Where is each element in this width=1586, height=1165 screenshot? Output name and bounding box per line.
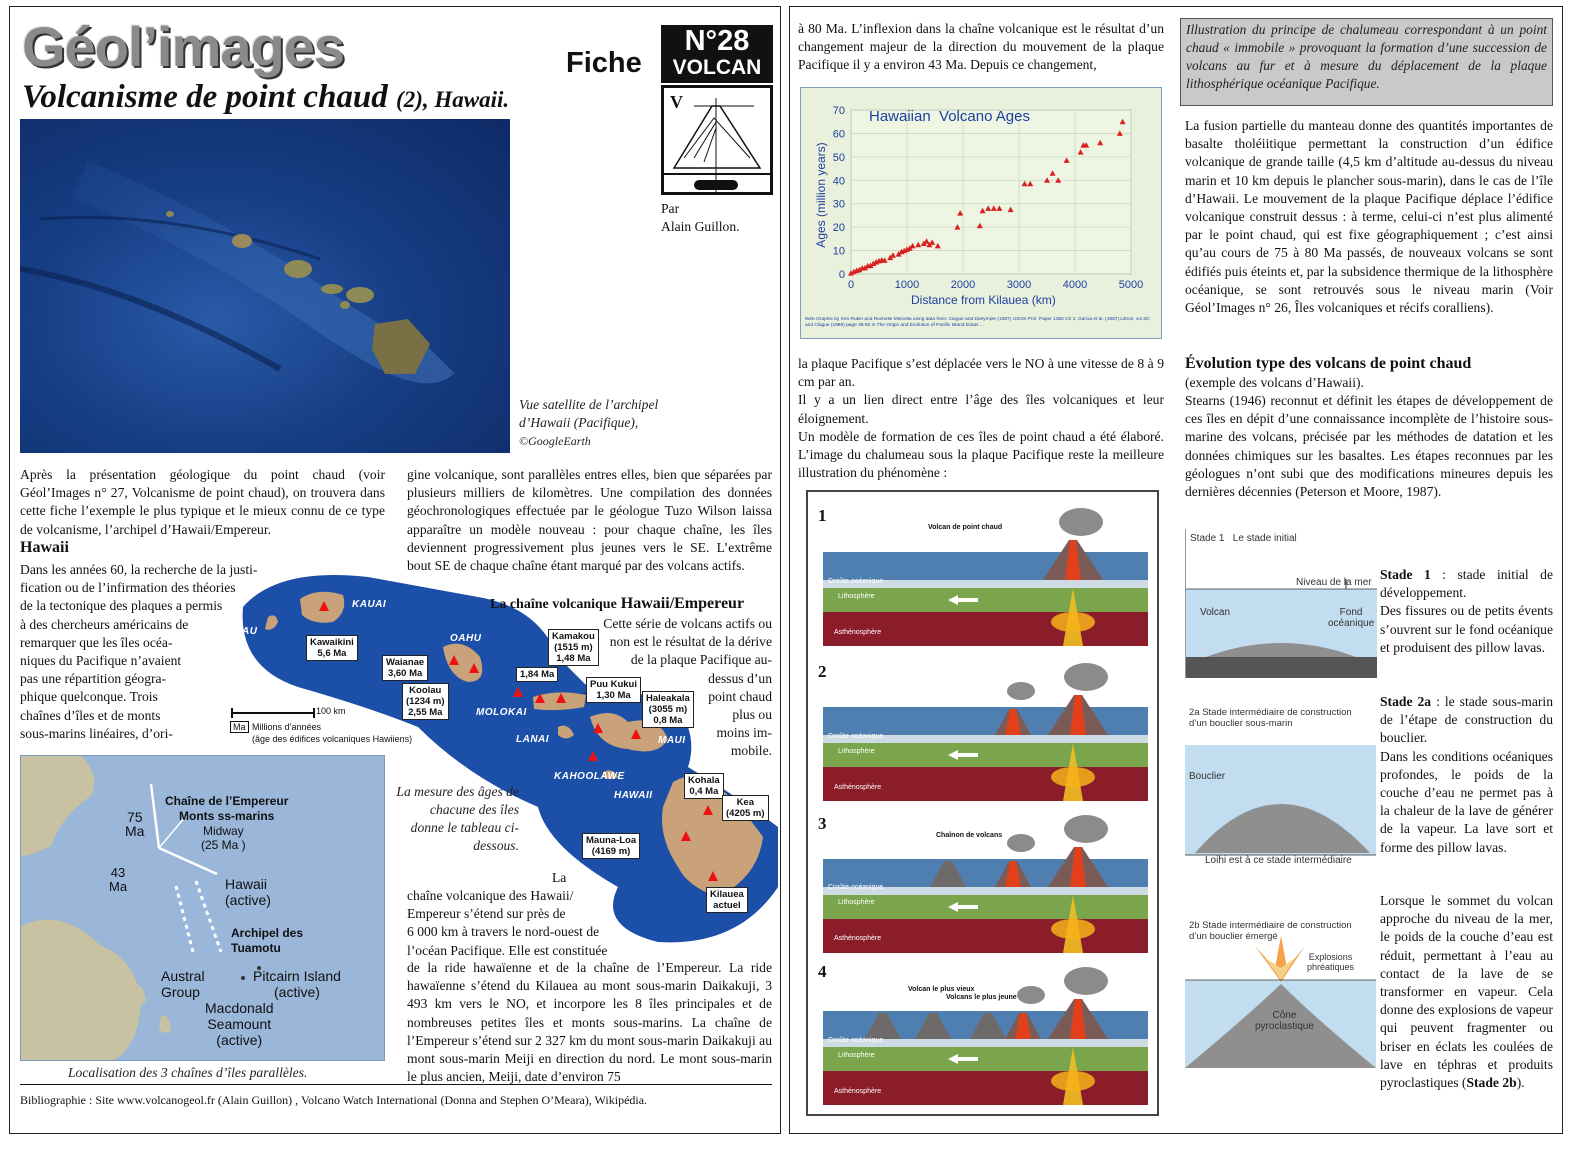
label-macdonald: Macdonald Seamount (active) bbox=[205, 1000, 274, 1048]
tag-koolau: Koolau (1234 m) 2,55 Ma bbox=[402, 683, 449, 720]
label-croute-4: Croûte océanique bbox=[828, 1037, 884, 1044]
intro-paragraph: Après la présentation géologique du point chaud (voir Géol’Images n° 27, Volcanisme de point chaud), on trouvera dans cette fiche l’exemple le plus typique et le mieux connu de ce type de volcanisme, l’archipel d’Hawaii/Empereur. bbox=[20, 467, 385, 537]
panel-number-1: 1 bbox=[818, 506, 827, 525]
hawaii-line: fication ou de l’infirmation des théories bbox=[20, 580, 236, 596]
stage1-desc: : stade initial de développement. bbox=[1380, 567, 1553, 601]
stage2a-desc-2: Dans les conditions océaniques profondes, le poids de la couche d’eau ne permet pas à la chaleur de la lave de générer de la vapeur. La lave sort et forme des pillow lavas. bbox=[1380, 748, 1553, 855]
stage1-volcan-label: Volcan bbox=[1200, 607, 1231, 618]
stage2a-text bbox=[1380, 693, 1553, 857]
island-label-hawaii: HAWAII bbox=[614, 790, 653, 801]
author-prefix: Par bbox=[661, 201, 680, 216]
tag-haleakala: Haleakala (3055 m) 0,8 Ma bbox=[642, 691, 694, 728]
p2-col1-mid bbox=[798, 355, 1164, 482]
satellite-caption-2: d’Hawaii (Pacifique), bbox=[519, 415, 639, 430]
stage1-sea-label: Niveau de la mer bbox=[1296, 577, 1372, 588]
hawaii-line: niques du Pacifique n’avaient bbox=[20, 653, 182, 669]
page-title bbox=[22, 79, 509, 116]
measure-caption: La mesure des âges de chacune des îles donne le tableau ci-dessous. bbox=[396, 784, 519, 853]
chain-text bbox=[592, 615, 772, 761]
section-smoke-cloud bbox=[1007, 834, 1035, 852]
tag-mauna-loa: Mauna-Loa (4169 m) bbox=[582, 833, 640, 859]
island-label-maui: MAUI bbox=[658, 735, 686, 746]
island-label-niihau: NIIHAU bbox=[220, 626, 258, 637]
chart-xtick-label: 5000 bbox=[1118, 279, 1144, 291]
label-litho-1: Lithosphère bbox=[838, 593, 875, 600]
label-litho-4: Lithosphère bbox=[838, 1052, 875, 1059]
col2-bottom-line: 6 000 km à travers le nord-ouest de bbox=[407, 924, 600, 940]
island-label-molokai: MOLOKAI bbox=[476, 707, 527, 718]
chain-line: non est le résultat de la dérive bbox=[609, 634, 772, 650]
label-astheno-1: Asthénosphère bbox=[834, 629, 882, 636]
hawaii-line: de la tectonique des plaques a permis bbox=[20, 598, 223, 614]
chart-ytick-label: 50 bbox=[832, 151, 845, 164]
label-75ma: 75 Ma bbox=[125, 809, 145, 839]
p2-mid-para: la plaque Pacifique s’est déplacée vers le NO à une vitesse de 8 à 9 cm par an. bbox=[798, 356, 1164, 390]
p2-mid-para: Un modèle de formation de ces îles de point chaud a été élaboré. L’image du chalumeau sous la plaque Pacifique reste la meilleure illustration du phénomène : bbox=[798, 428, 1164, 481]
stage2a-shapes bbox=[1185, 705, 1376, 868]
label-croute-2: Croûte océanique bbox=[828, 733, 884, 740]
scale-label: 100 km bbox=[316, 706, 346, 716]
stage2b-text bbox=[1380, 892, 1553, 1092]
bibliography-rule bbox=[20, 1084, 772, 1085]
stage1-text bbox=[1380, 566, 1553, 657]
label-emperor: Chaîne de l’Empereur Monts ss-marins bbox=[165, 794, 289, 823]
legend-text-1: Millions d’années bbox=[252, 722, 322, 732]
page-left bbox=[9, 6, 781, 1134]
volcano-ages-chart bbox=[800, 87, 1162, 339]
col2-bottom-small: La bbox=[552, 870, 567, 885]
bibliography: Bibliographie : Site www.volcanogeol.fr (Alain Guillon) , Volcano Watch International (Donna and Stephen O’Meara), Wikipédia. bbox=[20, 1093, 648, 1107]
label-midway: Midway (25 Ma ) bbox=[201, 824, 246, 852]
tag-waianae: Waianae 3,60 Ma bbox=[382, 655, 428, 681]
fiche-label: Fiche bbox=[566, 47, 642, 79]
section-smoke-cloud bbox=[1007, 682, 1035, 700]
chart-xlabel: Distance from Kilauea (km) bbox=[911, 293, 1056, 307]
chain-heading-big: Hawaii/Empereur bbox=[620, 595, 745, 612]
stage2a-bold: Stade 2a bbox=[1380, 694, 1432, 709]
stage2b-cone-label: Cône pyroclastique bbox=[1255, 1010, 1314, 1032]
tag-kea: Kea (4205 m) bbox=[722, 795, 769, 821]
hawaii-line: pas une répartition géogra- bbox=[20, 671, 167, 687]
hawaii-line: sous-marins linéaires, d’ori- bbox=[20, 725, 173, 741]
tag-kohala: Kohala 0,4 Ma bbox=[684, 773, 724, 799]
hawaii-line: Dans les années 60, la recherche de la justi- bbox=[20, 562, 258, 577]
section-magma-chamber bbox=[1051, 767, 1095, 787]
chart-xtick-label: 2000 bbox=[950, 279, 976, 291]
label-litho-2: Lithosphère bbox=[838, 748, 875, 755]
chart-xtick-label: 4000 bbox=[1062, 279, 1088, 291]
section-smoke-cloud bbox=[1059, 508, 1103, 536]
chart-ylabel: Ages (million years) bbox=[814, 142, 828, 248]
stage1-title: Stade 1 Le stade initial bbox=[1190, 533, 1297, 544]
section-smoke-cloud bbox=[1064, 815, 1108, 843]
legend-ma-box: Ma bbox=[230, 721, 249, 733]
title-main: Volcanisme de point chaud bbox=[22, 79, 388, 115]
chain-line: de la plaque Pacifique au- bbox=[630, 652, 772, 668]
right-paragraph-1: La fusion partielle du manteau donne des quantités importantes de basalte tholéiitique permettant la construction d’un édifice volcanique de grande taille (4,5 km d’altitude au-dessus du niveau marin et 10 km depuis le plancher sous-marin), dans le cas de l’île d’Hawaii. Le mouvement de la plaque Pacifique déplace l’édifice volcanique construit dessus : à terme, celui-ci n’est plus alimenté par le point chaud, qui est fixe géographiquement ; c’est ainsi qu’au cours de 75 à 80 Ma passés, de nouveaux volcans se sont édifiés puis éteints et, par la subsidence thermique de la lithosphère océanique, se sont retrouvés sous le niveau marin (Voir Géol’Images n° 26, Îles volcaniques et récifs coralliens). bbox=[1185, 118, 1553, 316]
label-astheno-2: Asthénosphère bbox=[834, 784, 882, 791]
satellite-caption-1: Vue satellite de l’archipel bbox=[519, 397, 659, 412]
section-lithosphere bbox=[823, 588, 1148, 612]
hawaii-line: à des chercheurs américains de bbox=[20, 616, 189, 632]
island-label-kauai: KAUAI bbox=[352, 599, 387, 610]
page-right bbox=[789, 6, 1563, 1134]
chain-line: moins im- bbox=[716, 725, 772, 741]
label-volcan-vieux: Volcan le plus vieux bbox=[908, 986, 975, 993]
stage1-diagram bbox=[1185, 529, 1376, 678]
chain-line: dessus d’un bbox=[708, 670, 772, 686]
tag-kamakou: Kamakou (1515 m) 1,48 Ma bbox=[548, 629, 599, 666]
chain-line: point chaud bbox=[708, 688, 772, 704]
section-magma-chamber bbox=[1051, 612, 1095, 632]
satellite-caption bbox=[519, 396, 679, 450]
island-label-oahu: OAHU bbox=[450, 633, 482, 644]
volcano-logo-icon bbox=[664, 88, 770, 192]
chart-xtick-label: 1000 bbox=[894, 279, 920, 291]
chain-line: mobile. bbox=[730, 743, 772, 759]
volcano-logo bbox=[661, 85, 773, 195]
chain-line: plus ou bbox=[732, 707, 772, 723]
stage2b-end: ). bbox=[1516, 1075, 1525, 1091]
chart-ytick-label: 70 bbox=[832, 105, 845, 117]
label-chainon: Chaînon de volcans bbox=[936, 832, 1003, 839]
stage2b-bold: Stade 2b bbox=[1466, 1075, 1517, 1091]
label-volcan-point-chaud: Volcan de point chaud bbox=[928, 524, 1003, 531]
legend-text-2: (âge des édifices volcaniques Hawiiens) bbox=[252, 734, 413, 744]
label-volcan-jeune: Volcans le plus jeune bbox=[946, 994, 1017, 1001]
p2-mid-para: Il y a un lien direct entre l’âge des îles volcaniques et leur éloignement. bbox=[798, 392, 1164, 426]
logo-letter: V bbox=[670, 92, 683, 112]
tag-kilauea: Kilauea actuel bbox=[706, 887, 748, 913]
hotspot-section-diagram bbox=[806, 490, 1159, 1116]
stage1-fond-label: Fond océanique bbox=[1328, 607, 1375, 629]
section-smoke-cloud bbox=[1064, 967, 1108, 995]
label-astheno-3: Asthénosphère bbox=[834, 935, 882, 942]
hawaii-line: phique quelconque. Trois bbox=[20, 689, 158, 705]
tag-puu-kukui: Puu Kukui 1,30 Ma bbox=[586, 677, 641, 703]
tag-molokai-age: 1,84 Ma bbox=[516, 667, 558, 682]
col2-bottom-line: Empereur s’étend sur près de bbox=[407, 906, 566, 922]
panel-number-3: 3 bbox=[818, 814, 827, 833]
island-label-lanai: LANAI bbox=[516, 734, 550, 745]
label-pitcairn: Pitcairn Island (active) bbox=[253, 968, 341, 1000]
col2-top-paragraph: gine volcanique, sont parallèles entres elles, bien que séparées par plusieurs milliers de kilomètres. Une compilation des données géochronologiques effectuée par le géologue Tuzo Wilson laissa apparaître un modèle nouveau : pour chaque chaîne, les îles deviennent progressivement plus jeunes vers le SE. L’extrême bout SE de chaque chaîne étant marqué par des volcans actifs. bbox=[407, 467, 772, 574]
label-43ma: 43 Ma bbox=[109, 865, 128, 894]
chain-line: Cette série de volcans actifs ou bbox=[603, 616, 772, 631]
label-tuamotu: Archipel des Tuamotu bbox=[231, 926, 304, 955]
stage2a-bottom-label: Loihi est à ce stade intermédiaire bbox=[1205, 855, 1352, 866]
label-croute-1: Croûte océanique bbox=[828, 578, 884, 585]
chart-ytick-label: 40 bbox=[832, 175, 845, 188]
stage1-shapes bbox=[1186, 529, 1377, 678]
stage2a-desc: : le stade sous-marin de l’étape de construction du bouclier. bbox=[1380, 694, 1553, 746]
title-sub: (2), Hawaii. bbox=[396, 87, 510, 112]
stage2b-expl-label: Explosions phréatiques bbox=[1307, 952, 1355, 972]
satellite-image bbox=[20, 119, 510, 453]
pacific-map bbox=[20, 755, 385, 1061]
fiche-category: VOLCAN bbox=[672, 56, 762, 79]
fiche-number: N°28 bbox=[684, 25, 750, 57]
col2-bottom-lines bbox=[407, 887, 639, 960]
brand-logo: Géol’images bbox=[22, 15, 345, 78]
section-magma-chamber bbox=[1051, 919, 1095, 939]
label-austral: Austral Group bbox=[161, 968, 205, 1000]
section-magma-chamber bbox=[1051, 1071, 1095, 1091]
stage2b-title: 2b Stade intermédiaire de construction d’un bouclier émergé bbox=[1189, 920, 1352, 942]
hawaii-line: chaînes d’îles et de monts bbox=[20, 707, 161, 723]
section-smoke-cloud bbox=[1064, 663, 1108, 691]
chart-ytick-label: 0 bbox=[838, 269, 845, 281]
satellite-caption-3: ©GoogleEarth bbox=[519, 434, 591, 448]
pacific-map-caption: Localisation des 3 chaînes d’îles parallèles. bbox=[68, 1065, 308, 1080]
author-name: Alain Guillon. bbox=[661, 219, 740, 234]
chain-heading bbox=[490, 595, 744, 613]
section-lithosphere bbox=[823, 1047, 1148, 1071]
hawaii-heading: Hawaii bbox=[20, 539, 69, 556]
panel-number-2: 2 bbox=[818, 662, 827, 681]
chart-source: Web Graphic by Ken Rubin and Rochelle Minnella using data from: Clague and Dalrymple (1987) USGS Prof. Paper 1350 Ch 1; Garcia et al. (1987) Lithos, vol 20; and Clague (1996) page 35-50 in The Origin and Evolution of Pacific Island biotas ... bbox=[805, 317, 1150, 328]
section-panels bbox=[808, 492, 1157, 1114]
stage2a-diagram bbox=[1185, 705, 1376, 868]
label-hawaii: Hawaii (active) bbox=[225, 876, 271, 908]
col2-bottom-line: l’océan Pacifique. Elle est constituée bbox=[407, 942, 608, 958]
section-smoke-cloud bbox=[1017, 986, 1045, 1004]
evolution-heading: Évolution type des volcans de point chaud bbox=[1185, 355, 1472, 372]
p2-col1-top: à 80 Ma. L’inflexion dans la chaîne volcanique est le résultat d’un changement majeur de la direction du mouvement de la plaque Pacifique il y a environ 43 Ma. Depuis ce changement, bbox=[798, 21, 1164, 73]
col2-bottom-line: chaîne volcanique des Hawaii/ bbox=[407, 888, 574, 903]
evolution-paragraph: Stearns (1946) reconnut et définit les étapes de développement de ces îles en dépit d’une connaissance incomplète de l’histoire sous-marine des volcans, précisée par les méthodes de datation et les données chimiques sur les basaltes. Les étapes reconnues par les géologues n’ont subi que des modifications mineures depuis les dernières décennies (Peterson et Moore, 1987). bbox=[1185, 393, 1553, 500]
evolution-sub: (exemple des volcans d’Hawaii). bbox=[1185, 375, 1364, 390]
satellite-islands bbox=[20, 119, 510, 453]
stage2a-title: 2a Stade intermédiaire de construction d’un bouclier sous-marin bbox=[1189, 707, 1352, 729]
panel-number-4: 4 bbox=[818, 962, 827, 981]
fiche-number-box bbox=[661, 25, 773, 83]
hawaii-line: remarquer que les îles océa- bbox=[20, 634, 173, 650]
chart-ytick-label: 30 bbox=[832, 198, 845, 211]
stage1-desc-2: Des fissures ou de petits évents s’ouvrent sur le fond océanique et produisent des pillow lavas. bbox=[1380, 603, 1553, 655]
label-croute-3: Croûte océanique bbox=[828, 884, 884, 891]
chart-title: Hawaiian Volcano Ages bbox=[869, 108, 1030, 125]
chart-ytick-label: 60 bbox=[832, 128, 845, 141]
chart-plot-area bbox=[851, 110, 1131, 274]
section-lithosphere bbox=[823, 743, 1148, 767]
label-litho-3: Lithosphère bbox=[838, 899, 875, 906]
col2-bottom-paragraph: de la ride hawaïenne et de la chaîne de l’Empereur. La ride hawaïenne s’étend du Kilauea au mont sous-marin Daikakuji, 3 493 km vers le NO, et incorpore les 8 îles principales et de nombreuses petites îles et monts sous-marins. La chaîne de l’Empereur s’étend sur 2 327 km du mont sous-marin Daikakuji au mont sous-marin Meiji en direction du nord. Le mont sous-marin le plus ancien, Meiji, date d’environ 75 bbox=[407, 960, 772, 1085]
tag-kawaikini: Kawaikini 5,6 Ma bbox=[306, 635, 358, 661]
chart-xtick-label: 0 bbox=[847, 279, 855, 291]
chart-ytick-label: 20 bbox=[832, 222, 845, 235]
chart-ytick-label: 10 bbox=[832, 245, 845, 258]
stage2b-diagram bbox=[1185, 918, 1376, 1068]
chalumeau-box: Illustration du principe de chalumeau correspondant à un point chaud « immobile » provoquant la formation d’une succession de volcans au fur et à mesure du déplacement de la plaque lithosphérique océanique Pacifique. bbox=[1180, 18, 1553, 106]
island-label-kahoolawe: KAHOOLAWE bbox=[554, 771, 625, 782]
chart-xtick-label: 3000 bbox=[1006, 279, 1032, 291]
stage1-bold: Stade 1 bbox=[1380, 567, 1431, 582]
stage2b-desc: Lorsque le sommet du volcan approche du niveau de la mer, le poids de la couche d’eau est réduit, permettant à l’eau au contact de la lave de se transformer en vapeur. Cela donne des explosions de vapeur qui peuvent fragmenter ou briser en éclats les coulées de lave en téphras et produits pyroclastiques ( bbox=[1380, 893, 1553, 1091]
chain-heading-small: La chaîne volcanique bbox=[490, 597, 617, 612]
label-astheno-4: Asthénosphère bbox=[834, 1088, 882, 1095]
stage2a-bouclier-label: Bouclier bbox=[1189, 771, 1226, 782]
